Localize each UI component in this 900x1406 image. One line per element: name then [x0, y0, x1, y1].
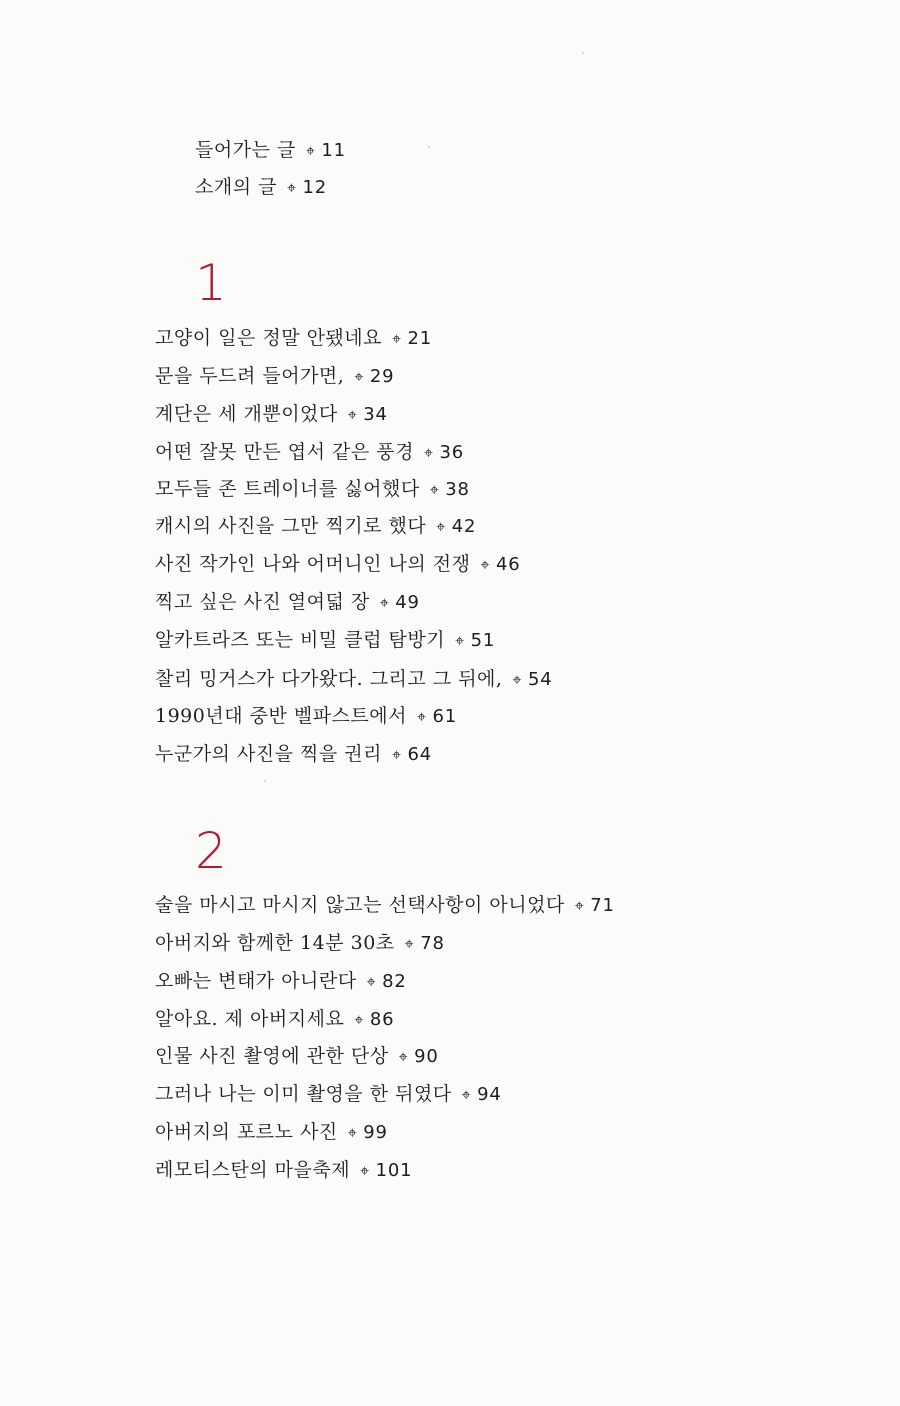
scan-speck [264, 780, 266, 782]
entry-page-number: 42 [451, 516, 477, 537]
diamond-separator-icon: ⌖ [455, 631, 465, 650]
toc-entry [155, 510, 476, 542]
toc-entry [155, 473, 470, 505]
entry-page-number: 71 [590, 895, 615, 916]
entry-title: 아버지의 포르노 사진 [155, 1121, 338, 1143]
diamond-separator-icon: ⌖ [392, 745, 402, 764]
diamond-separator-icon: ⌖ [436, 517, 446, 536]
toc-entry [155, 889, 615, 921]
entry-page-number: 54 [527, 669, 553, 690]
entry-page-number: 36 [439, 442, 464, 463]
entry-page-number: 90 [414, 1046, 439, 1067]
entry-title: 인물 사진 촬영에 관한 단상 [155, 1045, 389, 1067]
entry-title: 들어가는 글 [195, 139, 296, 161]
diamond-separator-icon: ⌖ [404, 934, 415, 953]
entry-title: 계단은 세 개뿐이었다 [155, 403, 338, 425]
entry-title: 아버지와 함께한 14분 30초 [155, 932, 395, 954]
entry-page-number: 64 [407, 744, 433, 765]
entry-page-number: 82 [382, 971, 407, 992]
diamond-separator-icon: ⌖ [398, 1047, 409, 1066]
entry-title: 캐시의 사진을 그만 찍기로 했다 [155, 515, 427, 537]
toc-entry [155, 548, 521, 580]
toc-entry [155, 322, 432, 354]
toc-entry [155, 1078, 502, 1110]
entry-page-number: 86 [369, 1009, 395, 1030]
entry-page-number: 12 [302, 177, 327, 198]
entry-title: 오빠는 변태가 아니란다 [155, 970, 357, 992]
entry-title: 1990년대 중반 벨파스트에서 [155, 705, 407, 727]
entry-page-number: 51 [470, 630, 496, 651]
entry-page-number: 94 [477, 1084, 502, 1105]
diamond-separator-icon: ⌖ [480, 555, 491, 574]
diamond-separator-icon: ⌖ [423, 443, 434, 462]
diamond-separator-icon: ⌖ [347, 405, 358, 424]
entry-title: 찰리 밍거스가 다가왔다. 그리고 그 뒤에, [155, 668, 503, 690]
entry-title: 레모티스탄의 마을축제 [155, 1159, 351, 1181]
toc-entry [155, 624, 495, 656]
diamond-separator-icon: ⌖ [360, 1161, 370, 1180]
diamond-separator-icon: ⌖ [366, 972, 377, 991]
entry-title: 모두들 존 트레이너를 싫어했다 [155, 478, 420, 500]
entry-title: 알아요. 제 아버지세요 [155, 1008, 345, 1030]
entry-page-number: 11 [321, 140, 346, 161]
diamond-separator-icon: ⌖ [305, 141, 316, 160]
toc-entry [155, 738, 432, 770]
entry-title: 소개의 글 [195, 176, 277, 198]
toc-entry [155, 927, 445, 959]
diamond-separator-icon: ⌖ [354, 367, 364, 386]
entry-page-number: 49 [395, 592, 420, 613]
toc-entry [155, 1116, 388, 1148]
toc-entry [155, 436, 464, 468]
entry-page-number: 101 [375, 1160, 413, 1181]
diamond-separator-icon: ⌖ [354, 1010, 364, 1029]
entry-title: 문을 두드려 들어가면, [155, 365, 345, 387]
entry-page-number: 78 [420, 933, 445, 954]
toc-entry [155, 700, 457, 732]
toc-entry-introduction [195, 171, 327, 203]
entry-page-number: 38 [445, 479, 470, 500]
entry-page-number: 99 [363, 1122, 388, 1143]
diamond-separator-icon: ⌖ [429, 480, 440, 499]
toc-entry [155, 398, 388, 430]
scan-speck [582, 52, 584, 54]
diamond-separator-icon: ⌖ [416, 707, 427, 726]
entry-page-number: 21 [407, 328, 433, 349]
toc-entry [155, 1040, 439, 1072]
entry-title: 알카트라즈 또는 비밀 클럽 탐방기 [155, 629, 446, 651]
toc-entry [155, 663, 552, 695]
entry-title: 술을 마시고 마시지 않고는 선택사항이 아니었다 [155, 894, 565, 916]
diamond-separator-icon: ⌖ [461, 1085, 472, 1104]
toc-entry [155, 360, 394, 392]
toc-entry [155, 965, 407, 997]
entry-page-number: 61 [432, 706, 458, 727]
scan-speck [428, 146, 430, 148]
entry-title: 누군가의 사진을 찍을 권리 [155, 743, 383, 765]
toc-entry [155, 1003, 394, 1035]
toc-entry [155, 1154, 412, 1186]
toc-entry [155, 586, 420, 618]
diamond-separator-icon: ⌖ [392, 329, 402, 348]
diamond-separator-icon: ⌖ [347, 1123, 358, 1142]
diamond-separator-icon: ⌖ [286, 178, 297, 197]
entry-page-number: 46 [496, 554, 521, 575]
entry-title: 어떤 잘못 만든 엽서 같은 풍경 [155, 441, 414, 463]
part-number-2: 2 [195, 822, 227, 880]
toc-entry-intro [195, 134, 346, 166]
entry-page-number: 34 [363, 404, 388, 425]
entry-title: 그러나 나는 이미 촬영을 한 뒤였다 [155, 1083, 452, 1105]
entry-title: 고양이 일은 정말 안됐네요 [155, 327, 383, 349]
diamond-separator-icon: ⌖ [379, 593, 390, 612]
entry-page-number: 29 [369, 366, 395, 387]
entry-title: 사진 작가인 나와 어머니인 나의 전쟁 [155, 553, 471, 575]
diamond-separator-icon: ⌖ [574, 896, 585, 915]
diamond-separator-icon: ⌖ [512, 670, 522, 689]
part-number-1: 1 [195, 254, 227, 312]
entry-title: 찍고 싶은 사진 열여덟 장 [155, 591, 370, 613]
